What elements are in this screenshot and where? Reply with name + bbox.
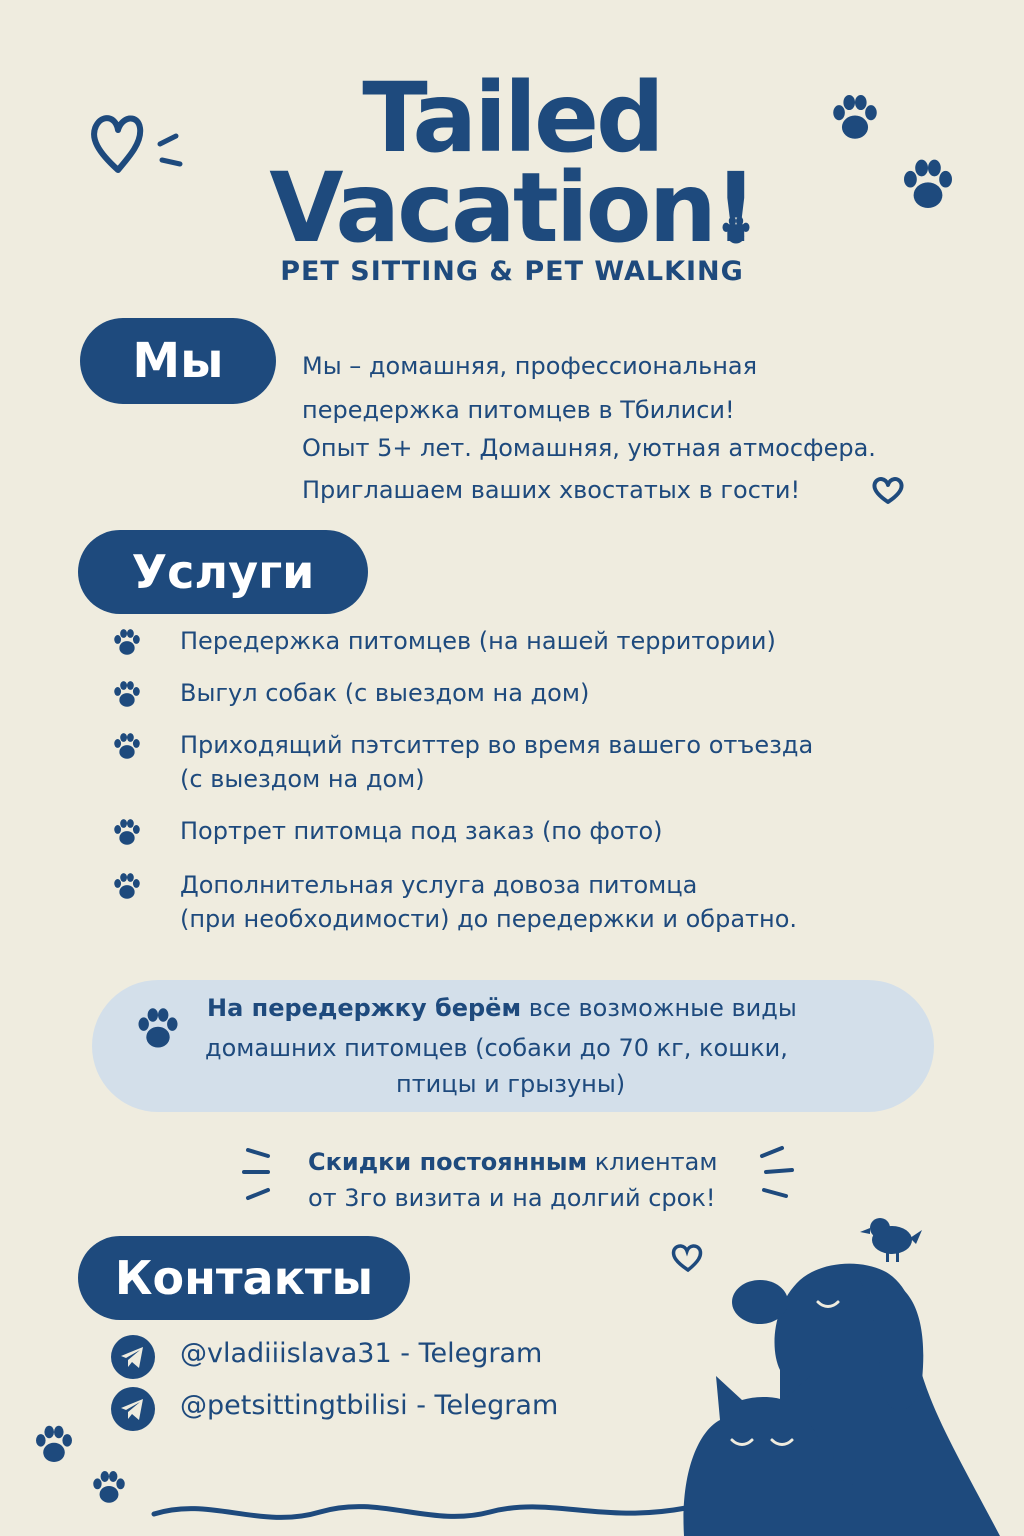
discount-bold: Скидки постоянным — [308, 1148, 588, 1176]
app-subtitle: PET SITTING & PET WALKING — [280, 256, 744, 287]
paw-bullet-icon — [110, 815, 144, 849]
about-line: Опыт 5+ лет. Домашняя, уютная атмосфера. — [302, 434, 876, 462]
paw-bullet-icon — [110, 869, 144, 903]
service-item: Передержка питомцев (на нашей территории) — [180, 627, 776, 655]
paw-bullet-icon — [110, 625, 144, 659]
section-pill-services: Услуги — [78, 530, 368, 614]
service-item-continued: (с выездом на дом) — [180, 765, 425, 793]
telegram-icon[interactable] — [110, 1334, 156, 1380]
app-title-line1: Tailed — [362, 62, 662, 174]
discount-text: клиентам — [587, 1148, 718, 1176]
callout-line: домашних питомцев (собаки до 70 кг, кошки, — [205, 1034, 788, 1062]
callout-line — [207, 994, 797, 1022]
service-item: Выгул собак (с выездом на дом) — [180, 679, 590, 707]
telegram-icon[interactable] — [110, 1386, 156, 1432]
section-pill-contacts: Контакты — [78, 1236, 410, 1320]
heart-icon — [674, 1246, 701, 1270]
service-item: Приходящий пэтситтер во время вашего отъезда — [180, 731, 814, 759]
section-pill-about: Мы — [80, 318, 276, 404]
service-item: Дополнительная услуга довоза питомца — [180, 871, 698, 899]
discount-line: от 3го визита и на долгий срок! — [308, 1184, 716, 1212]
about-line: Приглашаем ваших хвостатых в гости! — [302, 476, 801, 504]
paw-decor-icon — [88, 1466, 130, 1508]
callout-bold: На передержку берём — [207, 994, 522, 1022]
paw-bullet-icon — [110, 677, 144, 711]
app-title-line2: Vacation! — [269, 152, 755, 264]
service-item: Портрет питомца под заказ (по фото) — [180, 817, 663, 845]
contact-link-telegram[interactable]: @vladiiislava31 - Telegram — [180, 1338, 543, 1369]
contact-link-telegram[interactable]: @petsittingtbilisi - Telegram — [180, 1390, 559, 1421]
paw-decor-icon — [30, 1420, 78, 1468]
paw-bullet-icon — [110, 729, 144, 763]
paw-callout-icon — [132, 1002, 184, 1054]
heart-icon — [870, 474, 906, 506]
pets-illustration — [660, 1210, 1024, 1536]
about-line: передержка питомцев в Тбилиси! — [302, 396, 735, 424]
accent-lines-left-icon — [238, 1142, 278, 1206]
wave-line-decor — [150, 1490, 690, 1530]
accent-lines-right-icon — [752, 1142, 798, 1206]
about-line: Мы – домашняя, профессиональная — [302, 352, 758, 380]
bird-icon — [860, 1218, 922, 1262]
discount-line — [308, 1148, 717, 1176]
service-item-continued: (при необходимости) до передержки и обратно. — [180, 905, 798, 933]
callout-line: птицы и грызуны) — [396, 1070, 626, 1098]
callout-text: все возможные виды — [521, 994, 797, 1022]
